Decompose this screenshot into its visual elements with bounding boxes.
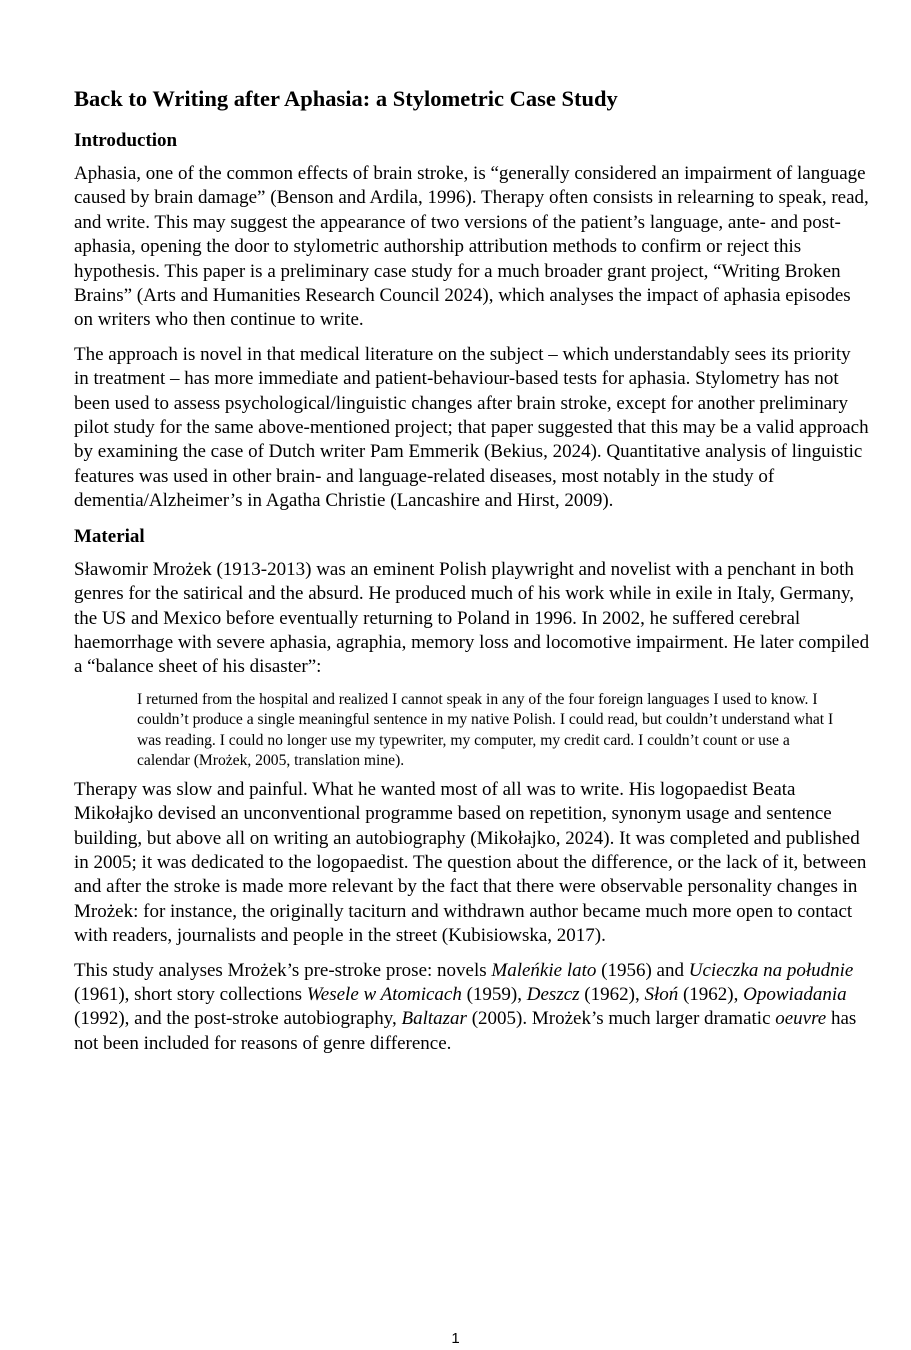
work-title: Maleńkie lato (491, 959, 597, 981)
paragraph-works-list (74, 959, 870, 1057)
work-title: oeuvre (775, 1008, 827, 1030)
work-title: Deszcz (526, 983, 580, 1005)
page-number: 1 (451, 1330, 460, 1347)
section-heading-material: Material (74, 525, 145, 547)
text-run: (1959), (461, 983, 527, 1005)
text-run: (1962), (579, 983, 645, 1005)
block-quote: I returned from the hospital and realized I cannot speak in any of the four foreign languages I used to know. I couldn’t produce a single meaningful sentence in my native Polish. I could read, but couldn’t understand what I was reading. I could no longer use my typewriter, my computer, my credit card. I couldn’t count or use a calendar (Mrożek, 2005, translation mine). (137, 690, 834, 770)
text-run: This study analyses Mrożek’s pre-stroke prose: novels (74, 959, 492, 981)
work-title: Słoń (644, 983, 679, 1005)
work-title: Baltazar (401, 1008, 467, 1030)
work-title: Opowiadania (743, 983, 847, 1005)
text-run: (2005). Mrożek’s much larger dramatic (466, 1008, 776, 1030)
paragraph: Sławomir Mrożek (1913-2013) was an eminent Polish playwright and novelist with a penchant in both genres for the satirical and the absurd. He produced much of his work while in exile in Italy, Germany, the US and Mexico before eventually returning to Poland in 1996. In 2002, he suffered cerebral haemorrhage with severe aphasia, agraphia, memory loss and locomotive impairment. He later compiled a “balance sheet of his disaster”: (74, 558, 870, 678)
text-run: (1962), (678, 983, 744, 1005)
paragraph: Therapy was slow and painful. What he wanted most of all was to write. His logopaedist Beata Mikołajko devised an unconventional programme based on repetition, synonym usage and sentence building, but above all on writing an autobiography (Mikołajko, 2024). It was completed and published in 2005; it was dedicated to the logopaedist. The question about the difference, or the lack of it, between and after the stroke is made more relevant by the fact that there were observable personality changes in Mrożek: for instance, the originally taciturn and withdrawn author became much more open to contact with readers, journalists and people in the street (Kubisiowska, 2017). (74, 778, 867, 947)
work-title: Ucieczka na południe (688, 959, 854, 981)
text-run: has not been included for reasons of genre difference. (74, 1008, 857, 1054)
text-run: (1961), short story collections (74, 983, 307, 1005)
text-run: (1992), and the post-stroke autobiography, (74, 1008, 402, 1030)
text-run: (1956) and (596, 959, 689, 981)
paragraph: The approach is novel in that medical literature on the subject – which understandably sees its priority in treatment – has more immediate and patient-behaviour-based tests for aphasia. Stylometry has not been used to assess psychological/linguistic changes after brain stroke, except for another preliminary pilot study for the same above-mentioned project; that paper suggested that this may be a valid approach by examining the case of Dutch writer Pam Emmerik (Bekius, 2024). Quantitative analysis of linguistic features was used in other brain- and language-related diseases, most notably in the study of dementia/Alzheimer’s in Agatha Christie (Lancashire and Hirst, 2009). (74, 343, 869, 512)
section-heading-introduction: Introduction (74, 130, 178, 151)
paper-title: Back to Writing after Aphasia: a Stylometric Case Study (74, 86, 618, 111)
work-title: Wesele w Atomicach (306, 983, 462, 1005)
paper-page (74, 84, 870, 1066)
paragraph: Aphasia, one of the common effects of brain stroke, is “generally considered an impairment of language caused by brain damage” (Benson and Ardila, 1996). Therapy often consists in relearning to speak, read, and write. This may suggest the appearance of two versions of the patient’s language, ante- and post-aphasia, opening the door to stylometric authorship attribution methods to confirm or reject this hypothesis. This paper is a preliminary case study for a much broader grant project, “Writing Broken Brains” (Arts and Humanities Research Council 2024), which analyses the impact of aphasia episodes on writers who then continue to write. (74, 163, 869, 331)
